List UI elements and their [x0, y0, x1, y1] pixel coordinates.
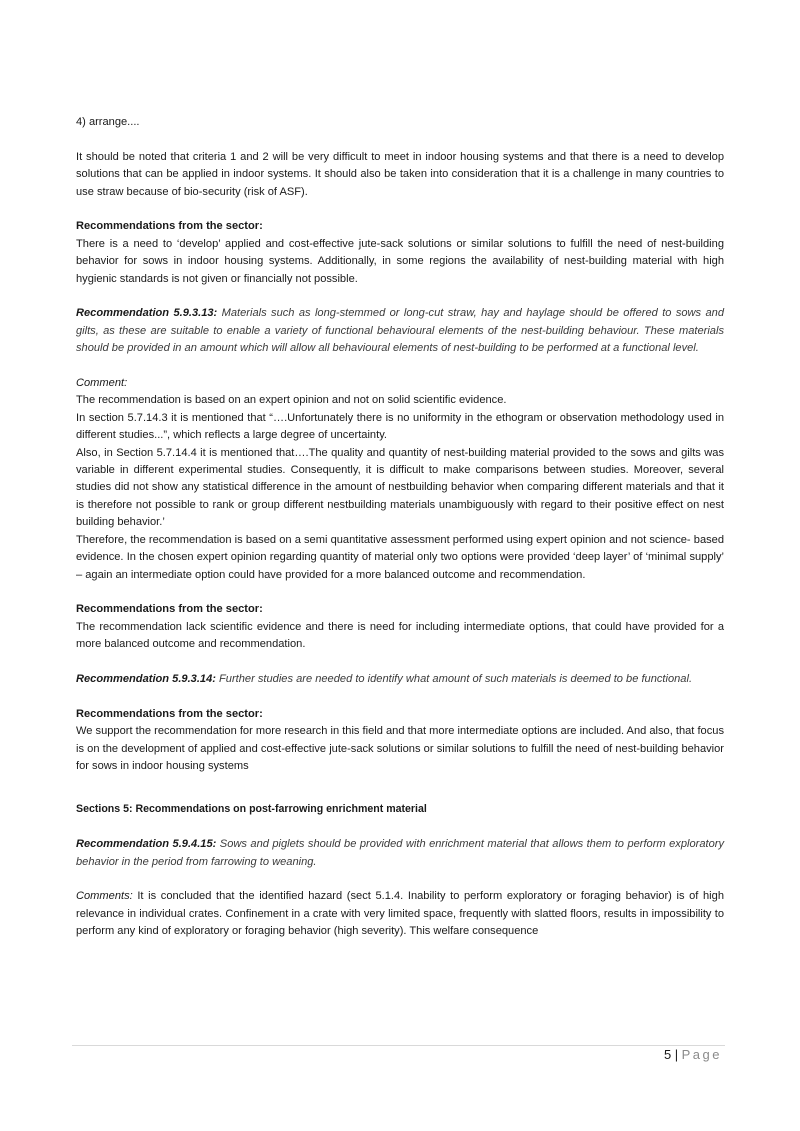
recommendation-text: Further studies are needed to identify what amount of such materials is deemed to be functional.: [215, 672, 693, 685]
footer-divider: [72, 1045, 725, 1046]
document-page: [76, 114, 724, 941]
recommendation-5-9-4-15: [76, 836, 724, 871]
comments-paragraph: [76, 888, 724, 940]
comment-paragraph-3: Also, in Section 5.7.14.4 it is mentioned that….The quality and quantity of nest-building material provided to the sows and gilts was variable in different experimental studies. Consequently, it is difficult to make comparisons between studies. Moreover, several studies did not show any statistical difference in the amount of nestbuilding behavior when comparing different materials and that it is therefore not possible to rank or group different nestbuilding materials unambiguously with regard to their positive effect on nest building behavior.’: [76, 446, 724, 529]
page-number: 5: [664, 1047, 672, 1062]
recommendation-5-9-3-14: [76, 671, 724, 688]
recommendation-label: Recommendation 5.9.3.14:: [76, 672, 216, 685]
comments-text: It is concluded that the identified hazard (sect 5.1.4. Inability to perform exploratory or foraging behavior) is of high relevance in individual crates. Confinement in a crate with very limited space, frequently with slatted floors, results in impossibility to perform any kind of exploratory or foraging behavior (high severity). This welfare consequence: [76, 890, 724, 938]
comments-label: Comments:: [76, 890, 133, 903]
recommendation-label: Recommendation 5.9.3.13:: [76, 307, 218, 320]
sector-recommendations-heading: Recommendations from the sector:: [76, 603, 263, 616]
sector-recommendations-heading: Recommendations from the sector:: [76, 707, 263, 720]
section-title: Sections 5: Recommendations on post-farrowing enrichment material: [76, 803, 427, 816]
comment-heading: Comment:: [76, 377, 128, 390]
page-word: Page: [681, 1047, 722, 1062]
sector-recommendations-heading: Recommendations from the sector:: [76, 220, 263, 233]
paragraph-sector-recommendation: There is a need to ‘develop’ applied and cost-effective jute-sack solutions or similar solutions to fulfill the need of nest-building behavior for sows in indoor housing systems. Additionally, in some regions the availability of nest-building material with high hygienic standards is not given or financially not possible.: [76, 237, 724, 285]
comment-paragraph-1: The recommendation is based on an expert opinion and not on solid scientific evidence.: [76, 394, 507, 407]
paragraph-sector-recommendation: We support the recommendation for more research in this field and that more intermediate options are included. And also, that focus is on the development of applied and cost-effective jute-sack solutions or similar solutions to fulfill the need of nest-building behavior for sows in indoor housing systems: [76, 725, 724, 772]
footer-separator: |: [674, 1047, 679, 1062]
recommendation-5-9-3-13: [76, 305, 724, 357]
paragraph-sector-recommendation: The recommendation lack scientific evidence and there is need for including intermediate options, that could have provided for a more balanced outcome and recommendation.: [76, 620, 724, 651]
recommendation-label: Recommendation 5.9.4.15:: [76, 838, 217, 851]
paragraph-criteria-note: It should be noted that criteria 1 and 2 will be very difficult to meet in indoor housing systems and that there is a need to develop solutions that can be applied in indoor systems. It should also be taken into consideration that it is a challenge in many countries to use straw because of bio-security (risk of ASF).: [76, 150, 724, 198]
comment-paragraph-2: In section 5.7.14.3 it is mentioned that “….Unfortunately there is no uniformity in the ethogram or observation methodology used in different studies...”, which reflects a large degree of uncertainty.: [76, 411, 724, 442]
list-item-arrange: 4) arrange....: [76, 116, 140, 128]
recommendation-text: Materials such as long-stemmed or long-cut straw, hay and haylage should be offered to sows and gilts, as these are suitable to enable a variety of functional behavioural elements of the nest-building behaviour. These materials should be provided in an amount which will allow all behavioural elements of nest-building to be performed at a functional level.: [76, 307, 724, 355]
page-footer: [664, 1047, 722, 1062]
recommendation-text: Sows and piglets should be provided with enrichment material that allows them to perform exploratory behavior in the period from farrowing to weaning.: [76, 838, 725, 868]
comment-paragraph-4: Therefore, the recommendation is based on a semi quantitative assessment performed using expert opinion and not science- based evidence. In the chosen expert opinion regarding quantity of material only two options were provided ‘deep layer’ of ‘minimal supply’ – again an intermediate option could have provided for a more balanced outcome and recommendation.: [76, 533, 724, 581]
